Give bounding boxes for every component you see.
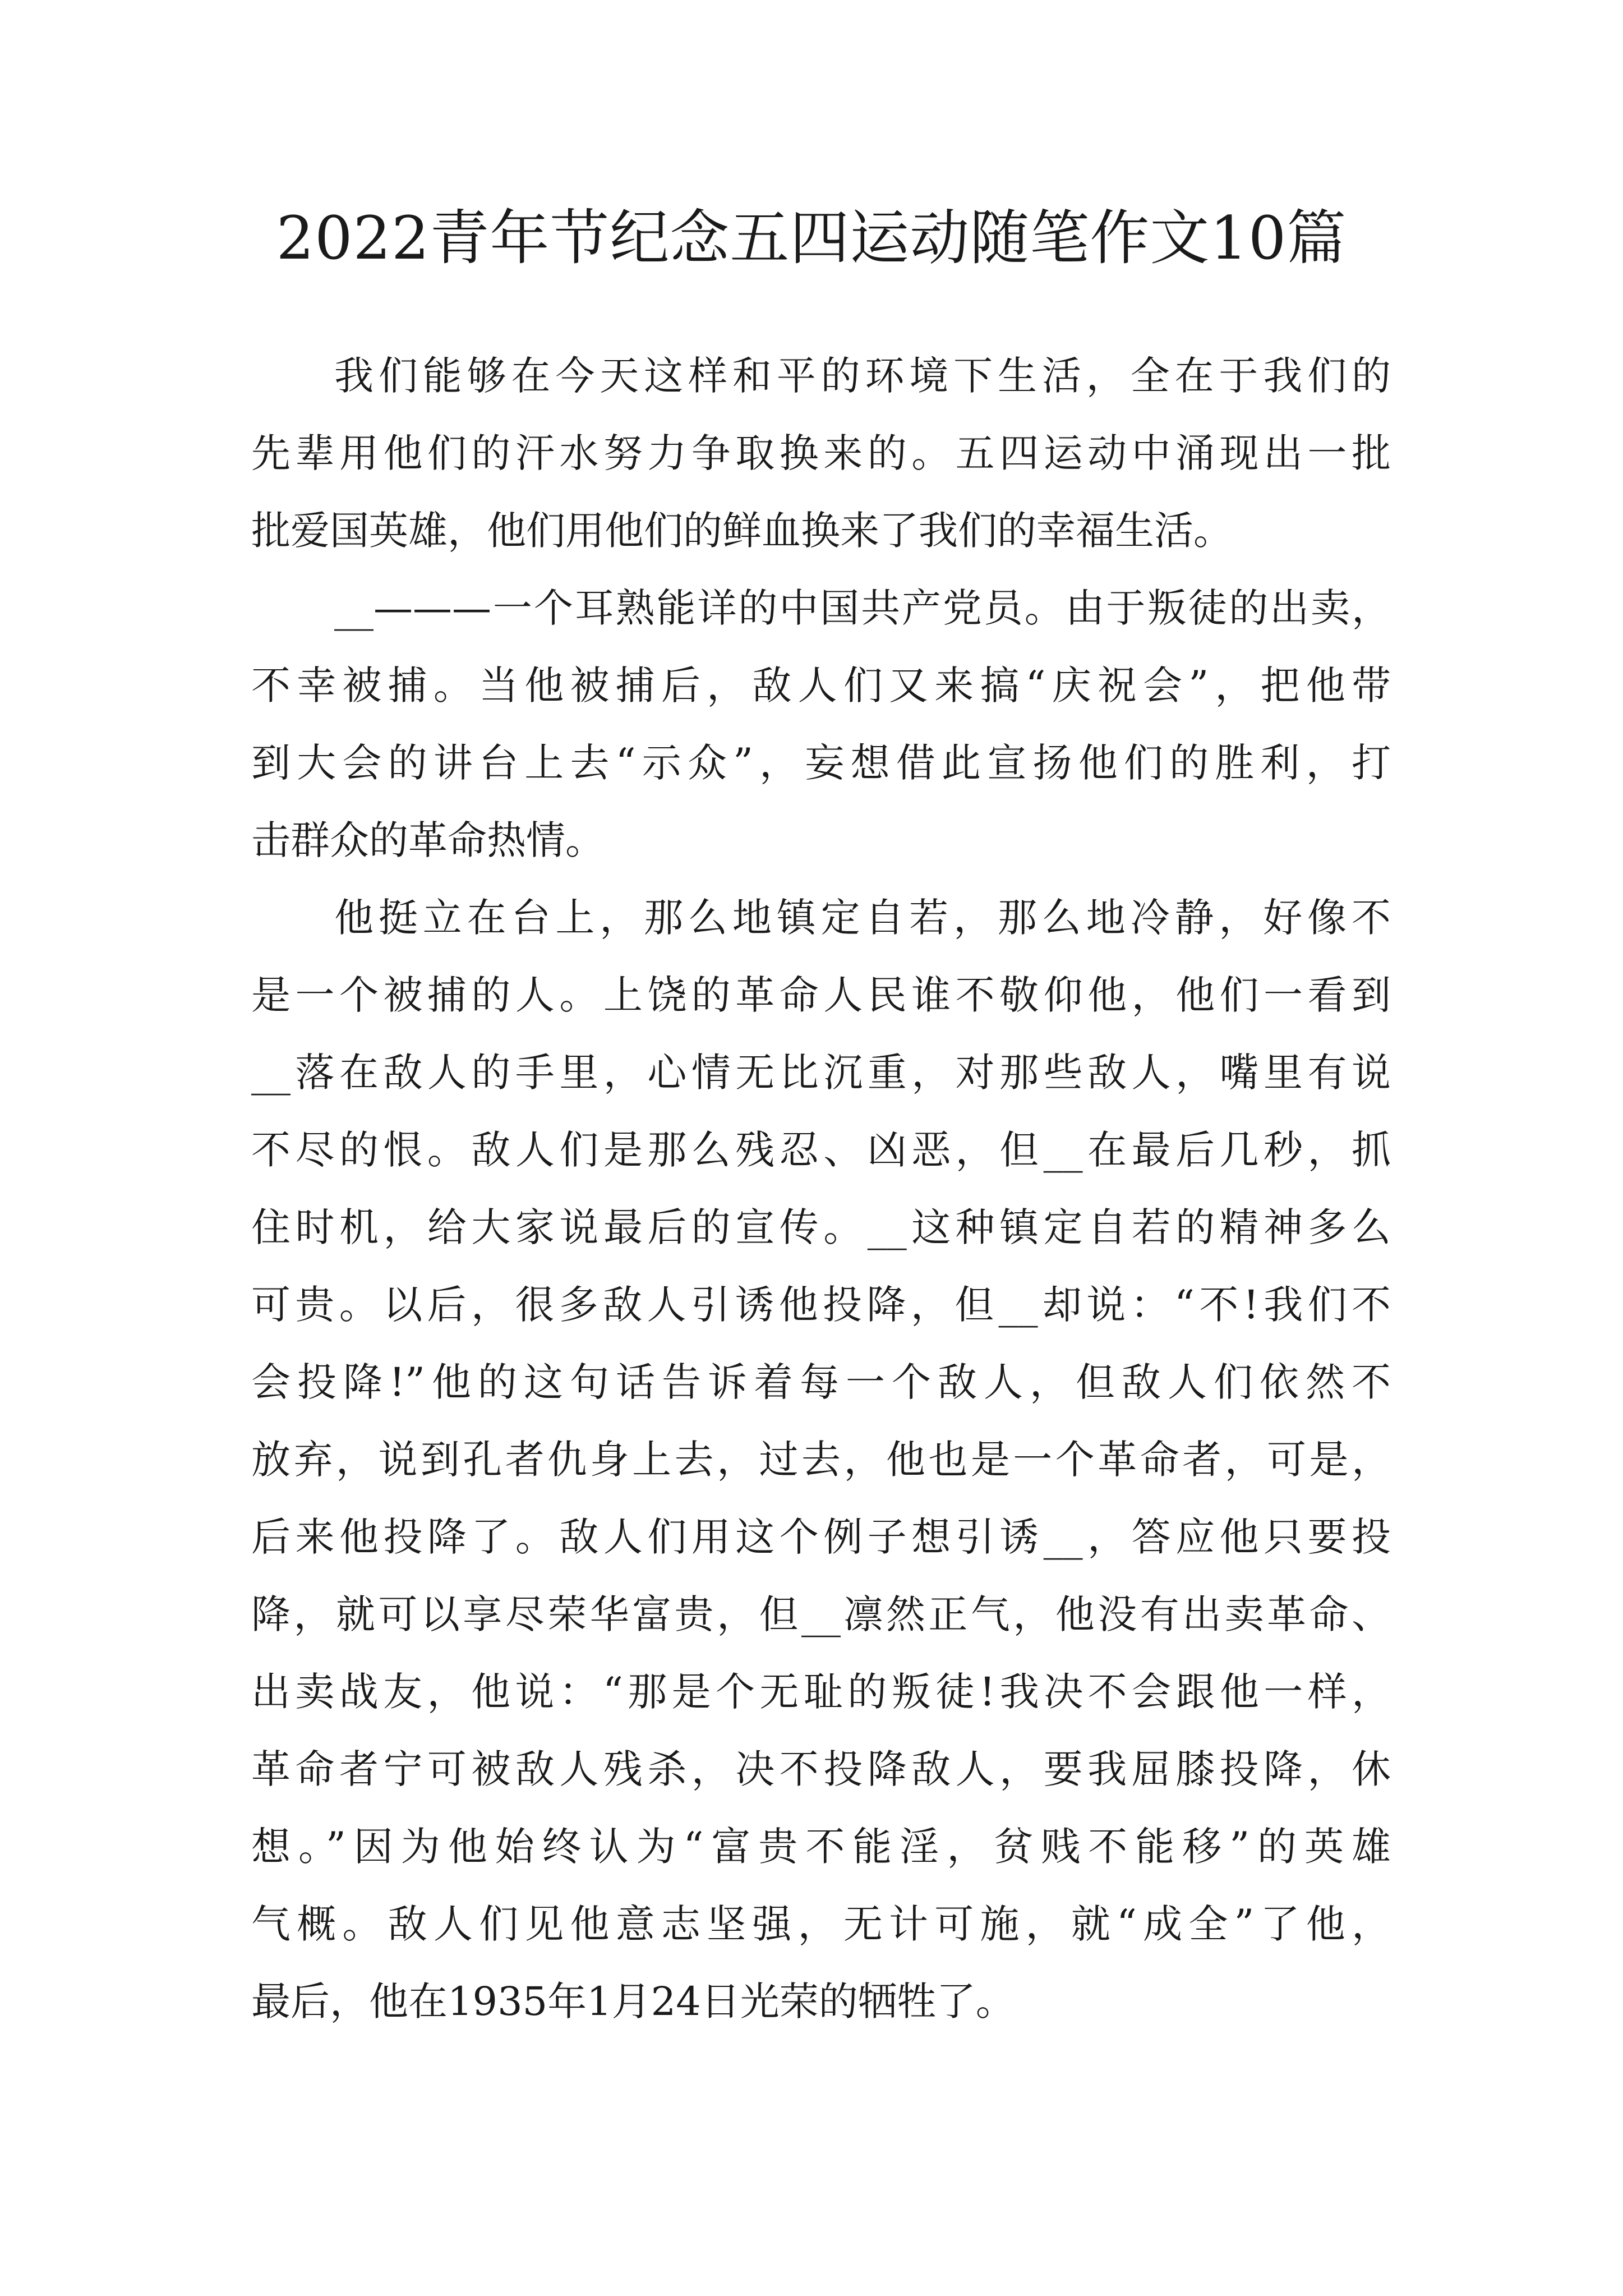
paragraph-3-line-12: 革命者宁可被敌人残杀，决不投降敌人，要我屈膝投降，休: [251, 1746, 1391, 1792]
paragraph-1-line-3: 批爱国英雄，他们用他们的鲜血换来了我们的幸福生活。: [251, 508, 1233, 554]
paragraph-3-line-10: 降，就可以享尽荣华富贵，但__凛然正气，他没有出卖革命、: [251, 1591, 1391, 1637]
paragraph-3-line-4: 不尽的恨。敌人们是那么残忍、凶恶，但__在最后几秒，抓: [251, 1127, 1391, 1173]
paragraph-3-line-6: 可贵。以后，很多敌人引诱他投降，但__却说：“不!我们不: [251, 1282, 1391, 1328]
document-body: [251, 337, 1391, 2040]
paragraph-3-line-15: 最后，他在1935年1月24日光荣的牺牲了。: [251, 1978, 1015, 2024]
paragraph-1-line-2: 先辈用他们的汗水努力争取换来的。五四运动中涌现出一批: [251, 430, 1391, 476]
document-title: 2022青年节纪念五四运动随笔作文10篇: [276, 204, 1347, 273]
paragraph-3-line-14: 气概。敌人们见他意志坚强，无计可施，就“成全”了他，: [251, 1901, 1391, 1947]
paragraph-2-line-3: 到大会的讲台上去“示众”，妄想借此宣扬他们的胜利，打: [251, 740, 1391, 786]
paragraph-3-line-1: 他挺立在台上，那么地镇定自若，那么地冷静，好像不: [334, 895, 1391, 941]
paragraph-3-line-9: 后来他投降了。敌人们用这个例子想引诱__，答应他只要投: [251, 1514, 1391, 1560]
paragraph-3-line-3: __落在敌人的手里，心情无比沉重，对那些敌人，嘴里有说: [251, 1050, 1391, 1096]
paragraph-3-line-11: 出卖战友，他说：“那是个无耻的叛徒!我决不会跟他一样，: [251, 1669, 1391, 1715]
paragraph-2-line-1: __———一个耳熟能详的中国共产党员。由于叛徒的出卖，: [334, 585, 1391, 631]
paragraph-3-line-8: 放弃，说到孔者仇身上去，过去，他也是一个革命者，可是，: [251, 1437, 1391, 1483]
paragraph-3-line-13: 想。”因为他始终认为“富贵不能淫，贫贱不能移”的英雄: [251, 1824, 1391, 1870]
paragraph-2-line-4: 击群众的革命热情。: [251, 817, 605, 863]
paragraph-3-line-7: 会投降!”他的这句话告诉着每一个敌人，但敌人们依然不: [251, 1359, 1391, 1405]
paragraph-3-line-2: 是一个被捕的人。上饶的革命人民谁不敬仰他，他们一看到: [251, 972, 1391, 1018]
paragraph-2-line-2: 不幸被捕。当他被捕后，敌人们又来搞“庆祝会”，把他带: [251, 662, 1391, 708]
paragraph-3-line-5: 住时机，给大家说最后的宣传。__这种镇定自若的精神多么: [251, 1204, 1391, 1250]
paragraph-1-line-1: 我们能够在今天这样和平的环境下生活，全在于我们的: [334, 353, 1391, 399]
